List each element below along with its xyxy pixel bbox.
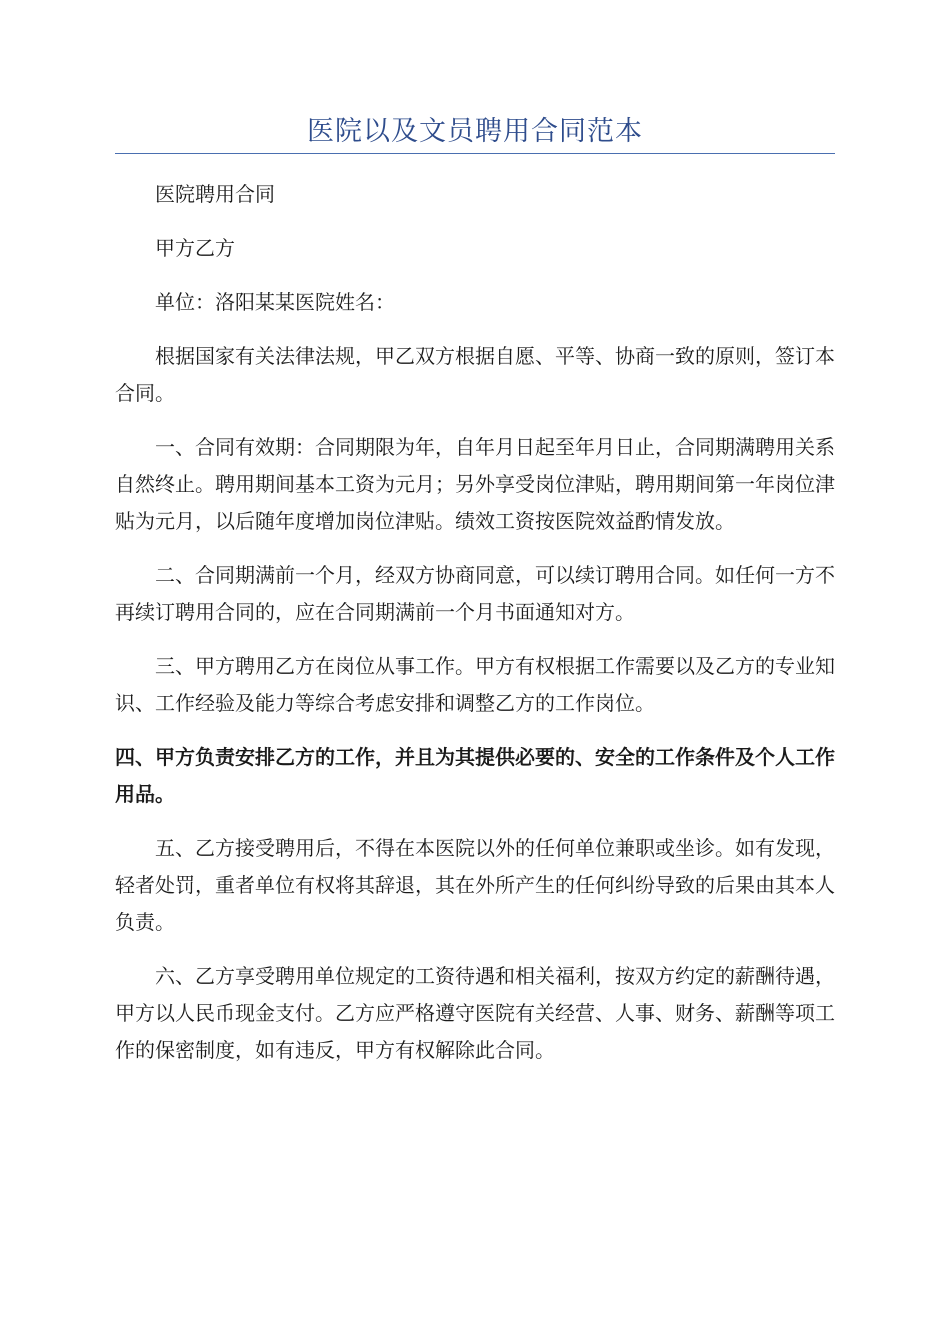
paragraph-unit: 单位：洛阳某某医院姓名： [155, 290, 395, 314]
document-title: 医院以及文员聘用合同范本 [307, 116, 643, 147]
paragraph-parties: 甲方乙方 [155, 236, 235, 260]
paragraph-clause-6: 六、乙方享受聘用单位规定的工资待遇和相关福利，按双方约定的薪酬待遇，甲方以人民币现金支付。乙方应严格遵守医院有关经营、人事、财务、薪酬等项工作的保密制度，如有违反，甲方有权解除此合同。 [115, 964, 835, 1062]
paragraph-heading: 医院聘用合同 [155, 182, 275, 206]
paragraph-clause-1: 一、合同有效期：合同期限为年，自年月日起至年月日止，合同期满聘用关系自然终止。聘用期间基本工资为元月；另外享受岗位津贴，聘用期间第一年岗位津贴为元月，以后随年度增加岗位津贴。绩效工资按医院效益酌情发放。 [115, 435, 835, 533]
paragraph-clause-4: 四、甲方负责安排乙方的工作，并且为其提供必要的、安全的工作条件及个人工作用品。 [115, 745, 835, 806]
paragraph-clause-5: 五、乙方接受聘用后，不得在本医院以外的任何单位兼职或坐诊。如有发现，轻者处罚，重者单位有权将其辞退，其在外所产生的任何纠纷导致的后果由其本人负责。 [115, 836, 835, 934]
paragraph-clause-2: 二、合同期满前一个月，经双方协商同意，可以续订聘用合同。如任何一方不再续订聘用合同的，应在合同期满前一个月书面通知对方。 [115, 563, 835, 624]
document-page [115, 0, 835, 1086]
paragraph-preamble: 根据国家有关法律法规，甲乙双方根据自愿、平等、协商一致的原则，签订本合同。 [115, 344, 835, 405]
title-underline [115, 153, 835, 154]
paragraph-clause-3: 三、甲方聘用乙方在岗位从事工作。甲方有权根据工作需要以及乙方的专业知识、工作经验及能力等综合考虑安排和调整乙方的工作岗位。 [115, 654, 835, 715]
